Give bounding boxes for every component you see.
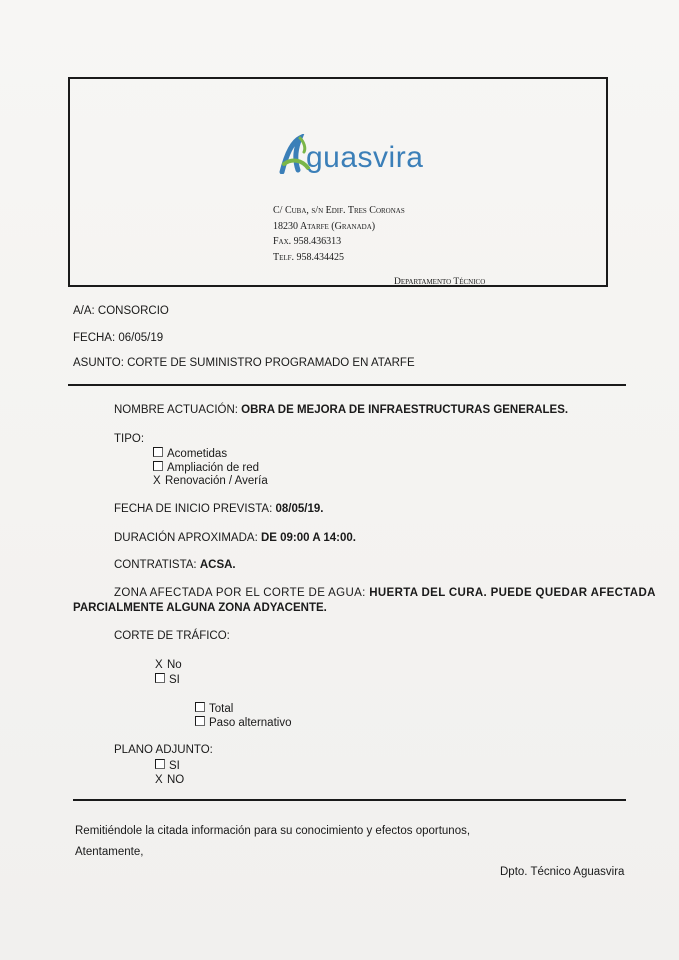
divider-top <box>68 384 626 386</box>
action-value: OBRA DE MEJORA DE INFRAESTRUCTURAS GENERALES. <box>241 404 569 416</box>
x-mark: X <box>153 475 161 487</box>
checkbox-icon <box>155 759 165 769</box>
department-label: Departamento Técnico <box>394 277 486 287</box>
fax-line: Fax. 958.436313 <box>273 236 342 247</box>
closing-text: Remitiéndole la citada información para su conocimiento y efectos oportunos, <box>75 825 471 837</box>
plan-option <box>155 759 180 772</box>
action-label: NOMBRE ACTUACIÓN: <box>114 404 242 416</box>
letterhead-box <box>68 77 608 287</box>
duration-label: DURACIÓN APROXIMADA: <box>114 532 261 544</box>
traffic-label: CORTE DE TRÁFICO: <box>114 630 230 642</box>
logo-wordmark: guasvira <box>306 141 424 174</box>
type-option <box>153 461 259 474</box>
recipient: A/A: CONSORCIO <box>73 305 169 317</box>
type-option-label: Acometidas <box>167 448 228 460</box>
date: FECHA: 06/05/19 <box>73 332 164 344</box>
affected-zone <box>114 587 656 599</box>
contractor-label: CONTRATISTA: <box>114 559 200 571</box>
traffic-option-label: No <box>167 659 182 671</box>
plan-option-label: SI <box>169 760 180 772</box>
traffic-option-label: SI <box>169 674 180 686</box>
checkbox-icon <box>153 447 163 457</box>
contractor-value: ACSA. <box>199 559 236 571</box>
signature: Dpto. Técnico Aguasvira <box>500 866 625 878</box>
traffic-option <box>155 659 182 671</box>
traffic-sub-label: Paso alternativo <box>209 717 292 729</box>
type-option <box>153 447 227 460</box>
action-name <box>114 404 568 416</box>
start-date <box>114 503 323 515</box>
address-line: 18230 Atarfe (Granada) <box>273 220 376 232</box>
x-mark: X <box>155 774 163 786</box>
company-logo <box>278 134 423 174</box>
plan-option-label: NO <box>167 774 185 786</box>
type-option-label: Ampliación de red <box>167 462 260 474</box>
address-line: C/ Cuba, s/n Edif. Tres Coronas <box>273 205 405 216</box>
traffic-sub-label: Total <box>209 703 234 715</box>
zone-value-cont: PARCIALMENTE ALGUNA ZONA ADYACENTE. <box>73 602 327 614</box>
contractor <box>114 559 236 571</box>
type-option-label: Renovación / Avería <box>165 475 268 487</box>
start-label: FECHA DE INICIO PREVISTA: <box>114 503 276 515</box>
duration-value: DE 09:00 A 14:00. <box>260 532 357 544</box>
checkbox-icon <box>153 461 163 471</box>
plan-option <box>155 774 184 786</box>
subject: ASUNTO: CORTE DE SUMINISTRO PROGRAMADO EN ATARFE <box>73 357 415 369</box>
start-value: 08/05/19. <box>275 503 324 515</box>
phone-line: Telf. 958.434425 <box>273 251 345 263</box>
zone-value: HUERTA DEL CURA. PUEDE QUEDAR AFECTADA <box>369 587 656 599</box>
traffic-option <box>155 673 180 686</box>
traffic-sub-option <box>195 716 291 729</box>
company-address <box>273 203 405 265</box>
checkbox-icon <box>195 716 205 726</box>
regards: Atentamente, <box>75 846 144 858</box>
checkbox-icon <box>195 702 205 712</box>
checkbox-icon <box>155 673 165 683</box>
x-mark: X <box>155 659 163 671</box>
type-label: TIPO: <box>114 433 145 445</box>
zone-label: ZONA AFECTADA POR EL CORTE DE AGUA: <box>114 587 370 599</box>
traffic-sub-option <box>195 702 233 715</box>
duration <box>114 532 356 544</box>
divider-bottom <box>73 799 626 801</box>
type-option <box>153 475 268 487</box>
plan-label: PLANO ADJUNTO: <box>114 744 213 756</box>
